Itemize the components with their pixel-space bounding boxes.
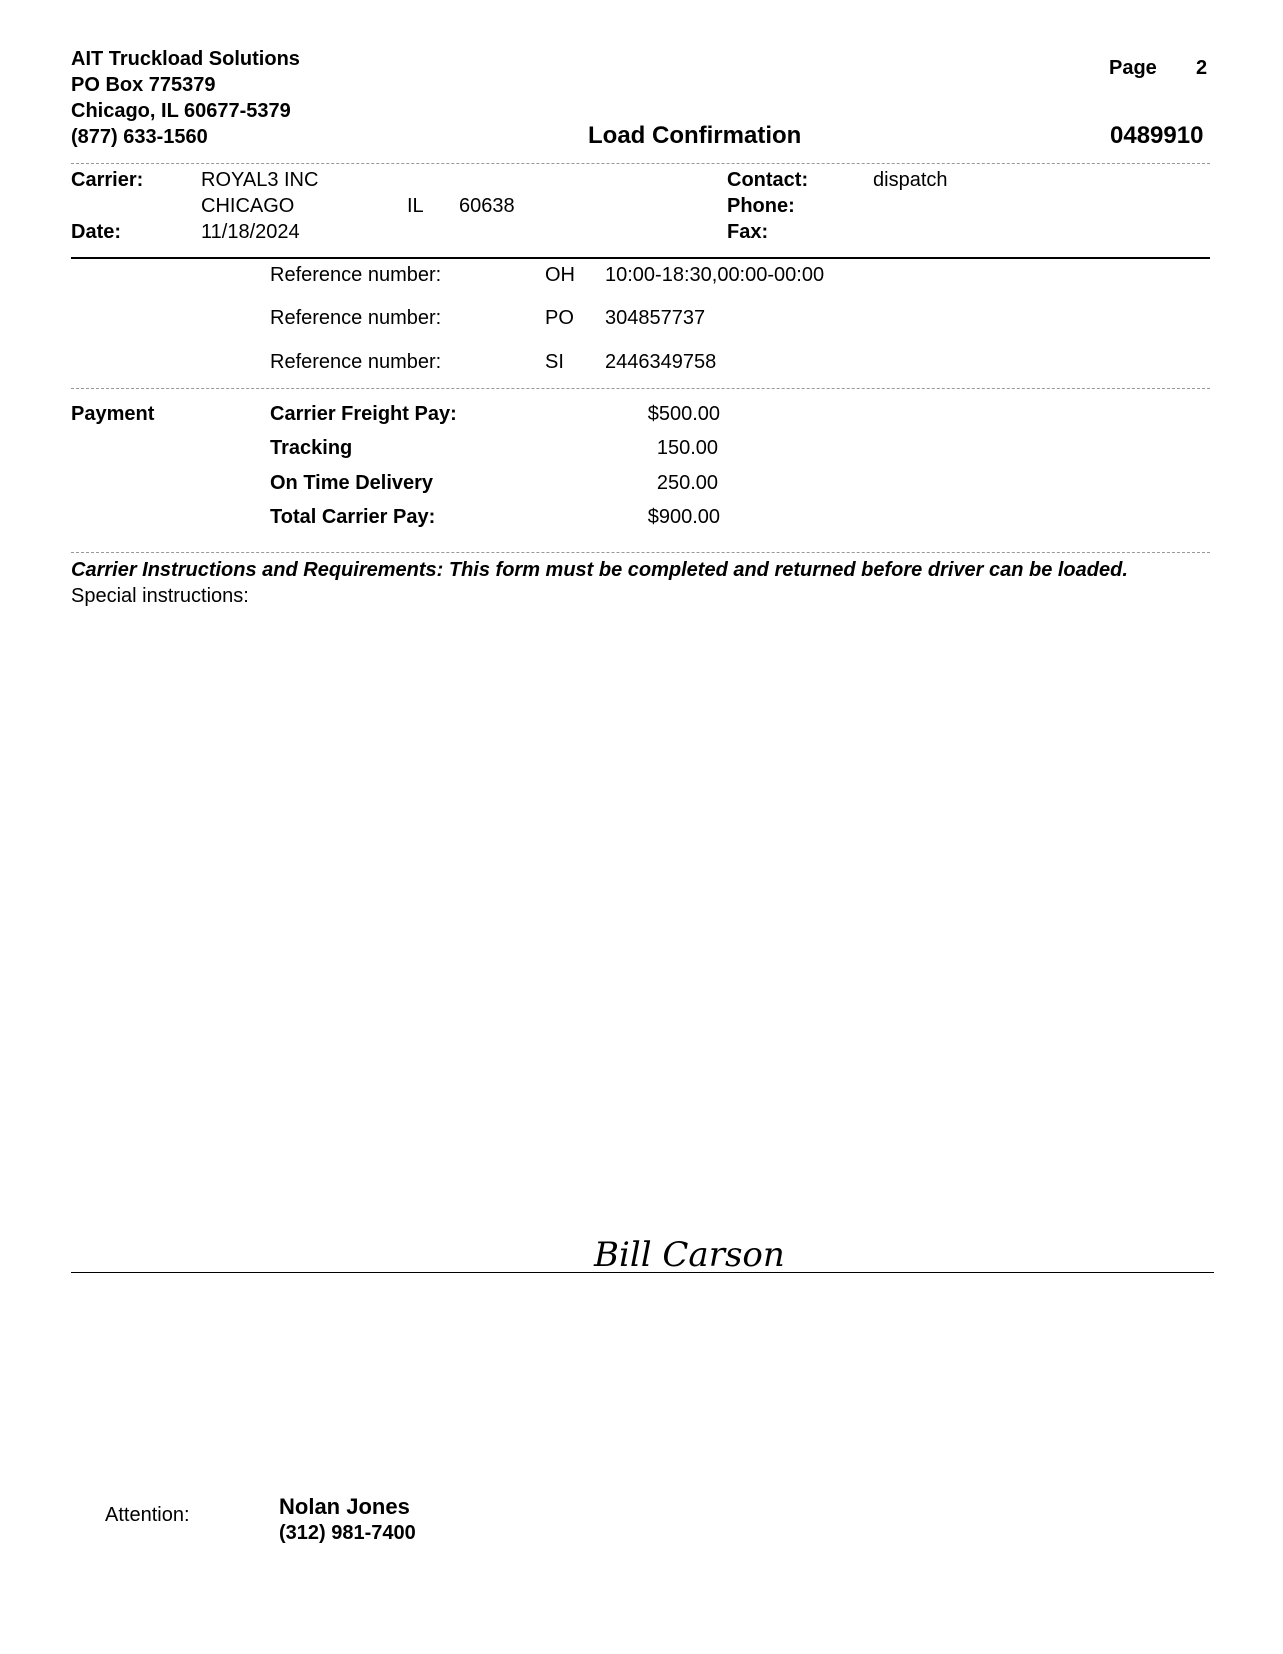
contact-value: dispatch bbox=[873, 169, 948, 191]
payment-row-label: Tracking bbox=[270, 437, 353, 459]
signature bbox=[590, 1228, 790, 1276]
signature-text: Bill Carson bbox=[594, 1235, 785, 1275]
document-title: Load Confirmation bbox=[588, 122, 802, 149]
load-number: 0489910 bbox=[1110, 122, 1204, 149]
payment-row-label: Total Carrier Pay: bbox=[270, 506, 436, 528]
date-label: Date: bbox=[71, 221, 122, 243]
reference-label: Reference number: bbox=[270, 351, 442, 373]
date-value: 11/18/2024 bbox=[201, 221, 300, 243]
payment-row-value: 250.00 bbox=[656, 472, 718, 494]
carrier-label: Carrier: bbox=[71, 169, 144, 191]
attention-name: Nolan Jones bbox=[279, 1494, 410, 1519]
page-number: 2 bbox=[1196, 57, 1208, 79]
page-label: Page bbox=[1109, 57, 1157, 79]
carrier-city: CHICAGO bbox=[201, 195, 295, 217]
carrier-state: IL bbox=[407, 195, 424, 217]
divider bbox=[71, 163, 1210, 164]
payment-row-value: $900.00 bbox=[647, 506, 720, 528]
payment-row-label: Carrier Freight Pay: bbox=[270, 403, 457, 425]
instructions-heading: Carrier Instructions and Requirements: This form must be completed and returned before driver can be loaded. bbox=[71, 559, 1128, 581]
company-address-line2: Chicago, IL 60677-5379 bbox=[71, 100, 291, 122]
reference-value: 304857737 bbox=[605, 307, 706, 329]
contact-label: Contact: bbox=[727, 169, 809, 191]
divider bbox=[71, 257, 1210, 259]
carrier-zip: 60638 bbox=[459, 195, 515, 217]
special-instructions-label: Special instructions: bbox=[71, 585, 249, 607]
payment-row-label: On Time Delivery bbox=[270, 472, 434, 494]
payment-row-value: $500.00 bbox=[647, 403, 720, 425]
company-name: AIT Truckload Solutions bbox=[71, 48, 300, 70]
company-phone: (877) 633-1560 bbox=[71, 126, 208, 148]
payment-label: Payment bbox=[71, 403, 155, 425]
reference-code: SI bbox=[545, 351, 564, 373]
reference-value: 2446349758 bbox=[605, 351, 717, 373]
reference-code: OH bbox=[545, 264, 575, 286]
company-address-line1: PO Box 775379 bbox=[71, 74, 216, 96]
signature-line bbox=[71, 1272, 1214, 1273]
payment-row-value: 150.00 bbox=[656, 437, 718, 459]
fax-label: Fax: bbox=[727, 221, 769, 243]
reference-code: PO bbox=[545, 307, 574, 329]
reference-value: 10:00-18:30,00:00-00:00 bbox=[605, 264, 825, 286]
attention-label: Attention: bbox=[105, 1504, 190, 1526]
divider bbox=[71, 388, 1210, 389]
reference-label: Reference number: bbox=[270, 307, 442, 329]
attention-phone: (312) 981-7400 bbox=[279, 1522, 416, 1544]
divider bbox=[71, 552, 1210, 553]
carrier-name: ROYAL3 INC bbox=[201, 169, 319, 191]
reference-label: Reference number: bbox=[270, 264, 442, 286]
phone-label: Phone: bbox=[727, 195, 795, 217]
